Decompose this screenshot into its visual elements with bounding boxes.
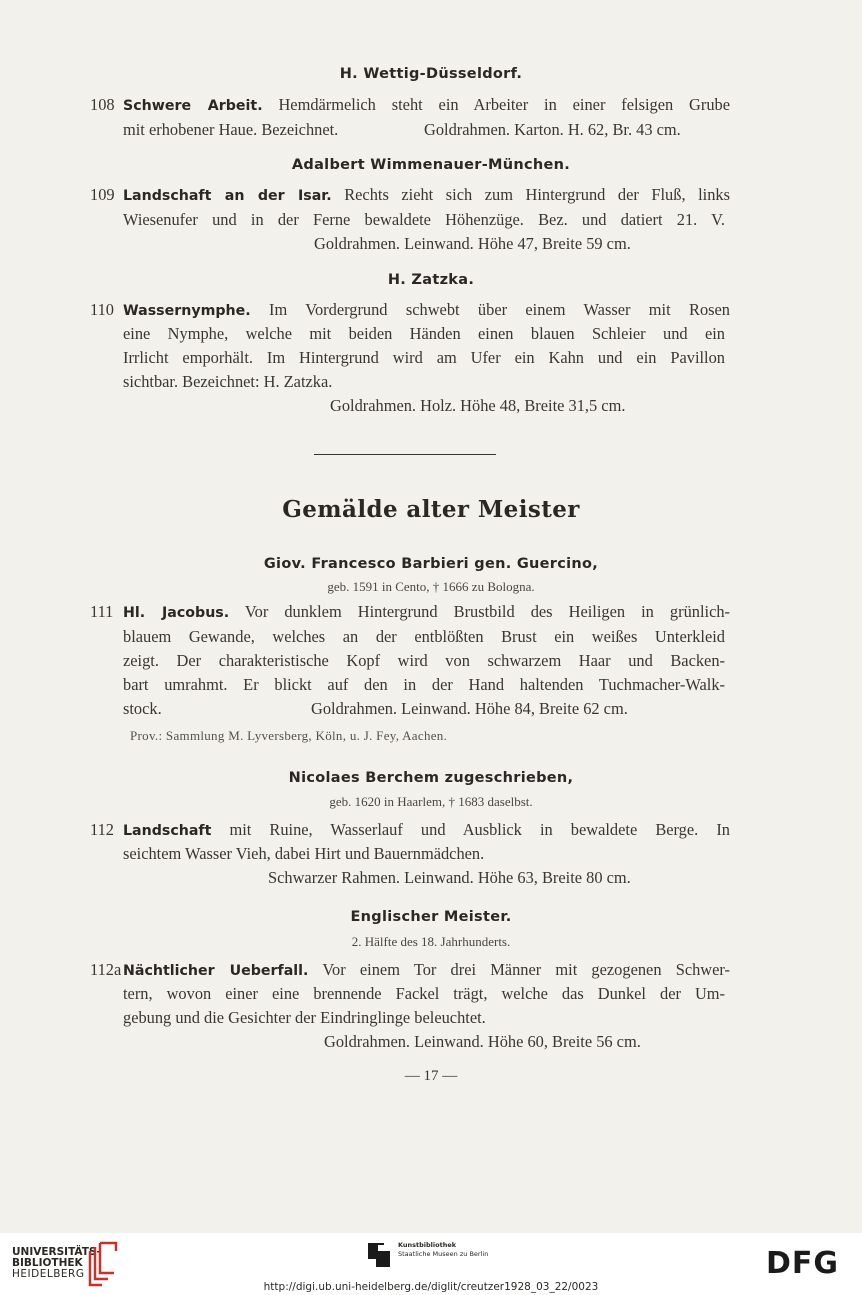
entry-number: 110 xyxy=(90,300,114,319)
entry-line: stock. xyxy=(123,699,162,718)
entry-spec: Schwarzer Rahmen. Leinwand. Höhe 63, Breite 80 cm. xyxy=(268,868,631,887)
entry-line xyxy=(90,95,730,116)
entry-line: Wiesenufer und in der Ferne bewaldete Höhenzüge. Bez. und datiert 21. V. xyxy=(123,210,725,229)
entry-text: Rechts zieht sich zum Hintergrund der Fluß, links xyxy=(344,185,730,204)
entry-line: zeigt. Der charakteristische Kopf wird von schwarzem Haar und Backen- xyxy=(123,651,725,670)
entry-spec: Goldrahmen. Leinwand. Höhe 84, Breite 62 cm. xyxy=(311,699,628,718)
entry-title: Nächtlicher Ueberfall. xyxy=(123,963,309,979)
kb-line: Kunstbibliothek xyxy=(398,1241,457,1249)
entry-line xyxy=(90,960,730,981)
entry-line xyxy=(90,602,730,623)
entry-title: Landschaft an der Isar. xyxy=(123,188,332,204)
ub-logo-line: UNIVERSITÄTS- xyxy=(12,1246,101,1258)
kb-line: Staatliche Museen zu Berlin xyxy=(398,1250,489,1258)
entry-line: tern, wovon einer eine brennende Fackel trägt, welche das Dunkel der Um- xyxy=(123,984,725,1003)
artist-heading: Adalbert Wimmenauer-München. xyxy=(291,157,571,173)
artist-dates: geb. 1591 in Cento, † 1666 zu Bologna. xyxy=(327,579,535,594)
entry-line: mit erhobener Haue. Bezeichnet. xyxy=(123,120,339,139)
entry-number: 109 xyxy=(90,185,115,204)
entry-line xyxy=(90,300,730,321)
entry-number: 108 xyxy=(90,95,115,114)
entry-line: eine Nymphe, welche mit beiden Händen einen blauen Schleier und ein xyxy=(123,324,725,343)
entry-line: seichtem Wasser Vieh, dabei Hirt und Bauernmädchen. xyxy=(123,844,485,863)
entry-text: Vor dunklem Hintergrund Brustbild des Heiligen in grünlich- xyxy=(244,602,730,621)
entry-text: Hemdärmelich steht ein Arbeiter in einer felsigen Grube xyxy=(278,95,730,114)
entry-line: sichtbar. Bezeichnet: H. Zatzka. xyxy=(123,372,333,391)
entry-spec: Goldrahmen. Leinwand. Höhe 47, Breite 59 cm. xyxy=(314,234,631,253)
ub-logo-line: HEIDELBERG xyxy=(12,1268,85,1280)
entry-text: Im Vordergrund schwebt über einem Wasser mit Rosen xyxy=(268,300,730,319)
artist-heading: Nicolaes Berchem zugeschrieben, xyxy=(288,770,574,786)
artist-heading: Englischer Meister. xyxy=(350,909,512,925)
entry-line: Irrlicht emporhält. Im Hintergrund wird am Ufer ein Kahn und ein Pavillon xyxy=(123,348,725,367)
artist-dates: geb. 1620 in Haarlem, † 1683 daselbst. xyxy=(329,794,533,809)
entry-title: Landschaft xyxy=(123,823,212,839)
entry-line: bart umrahmt. Er blickt auf den in der Hand haltenden Tuchmacher-Walk- xyxy=(123,675,725,694)
entry-title: Wassernymphe. xyxy=(123,303,251,319)
section-title: Gemälde alter Meister xyxy=(282,496,580,523)
provenance-note: Prov.: Sammlung M. Lyversberg, Köln, u. J. Fey, Aachen. xyxy=(130,728,448,743)
artist-heading: H. Wettig-Düsseldorf. xyxy=(339,66,523,82)
entry-line: gebung und die Gesichter der Eindringlinge beleuchtet. xyxy=(123,1008,486,1027)
entry-line xyxy=(90,185,730,206)
viewer-footer xyxy=(0,1233,862,1295)
section-divider xyxy=(314,454,496,455)
ub-logo-line: BIBLIOTHEK xyxy=(12,1257,83,1269)
entry-text: Vor einem Tor drei Männer mit gezogenen Schwer- xyxy=(322,960,730,979)
entry-number: 112a xyxy=(90,960,122,979)
entry-number: 111 xyxy=(90,602,114,621)
entry-text: mit Ruine, Wasserlauf und Ausblick in bewaldete Berge. In xyxy=(229,820,730,839)
entry-number: 112 xyxy=(90,820,114,839)
entry-title: Schwere Arbeit. xyxy=(123,98,263,114)
kunstbibliothek-logo-icon xyxy=(368,1243,392,1269)
entry-spec: Goldrahmen. Holz. Höhe 48, Breite 31,5 cm. xyxy=(330,396,626,415)
artist-heading: H. Zatzka. xyxy=(387,272,475,288)
entry-title: Hl. Jacobus. xyxy=(123,605,230,621)
entry-line: blauem Gewande, welches an der entblößten Brust ein weißes Unterkleid xyxy=(123,627,725,646)
artist-heading: Giov. Francesco Barbieri gen. Guercino, xyxy=(263,556,599,572)
entry-spec: Goldrahmen. Leinwand. Höhe 60, Breite 56 cm. xyxy=(324,1032,641,1051)
kunstbibliothek-label xyxy=(398,1241,488,1259)
artist-dates: 2. Hälfte des 18. Jahrhunderts. xyxy=(351,934,511,949)
dfg-logo[interactable]: DFG xyxy=(766,1246,840,1281)
entry-line xyxy=(90,820,730,841)
permalink-url[interactable]: http://digi.ub.uni-heidelberg.de/diglit/creutzer1928_03_22/0023 xyxy=(263,1281,599,1293)
entry-spec: Goldrahmen. Karton. H. 62, Br. 43 cm. xyxy=(424,120,681,139)
page-number: — 17 — xyxy=(404,1068,458,1084)
